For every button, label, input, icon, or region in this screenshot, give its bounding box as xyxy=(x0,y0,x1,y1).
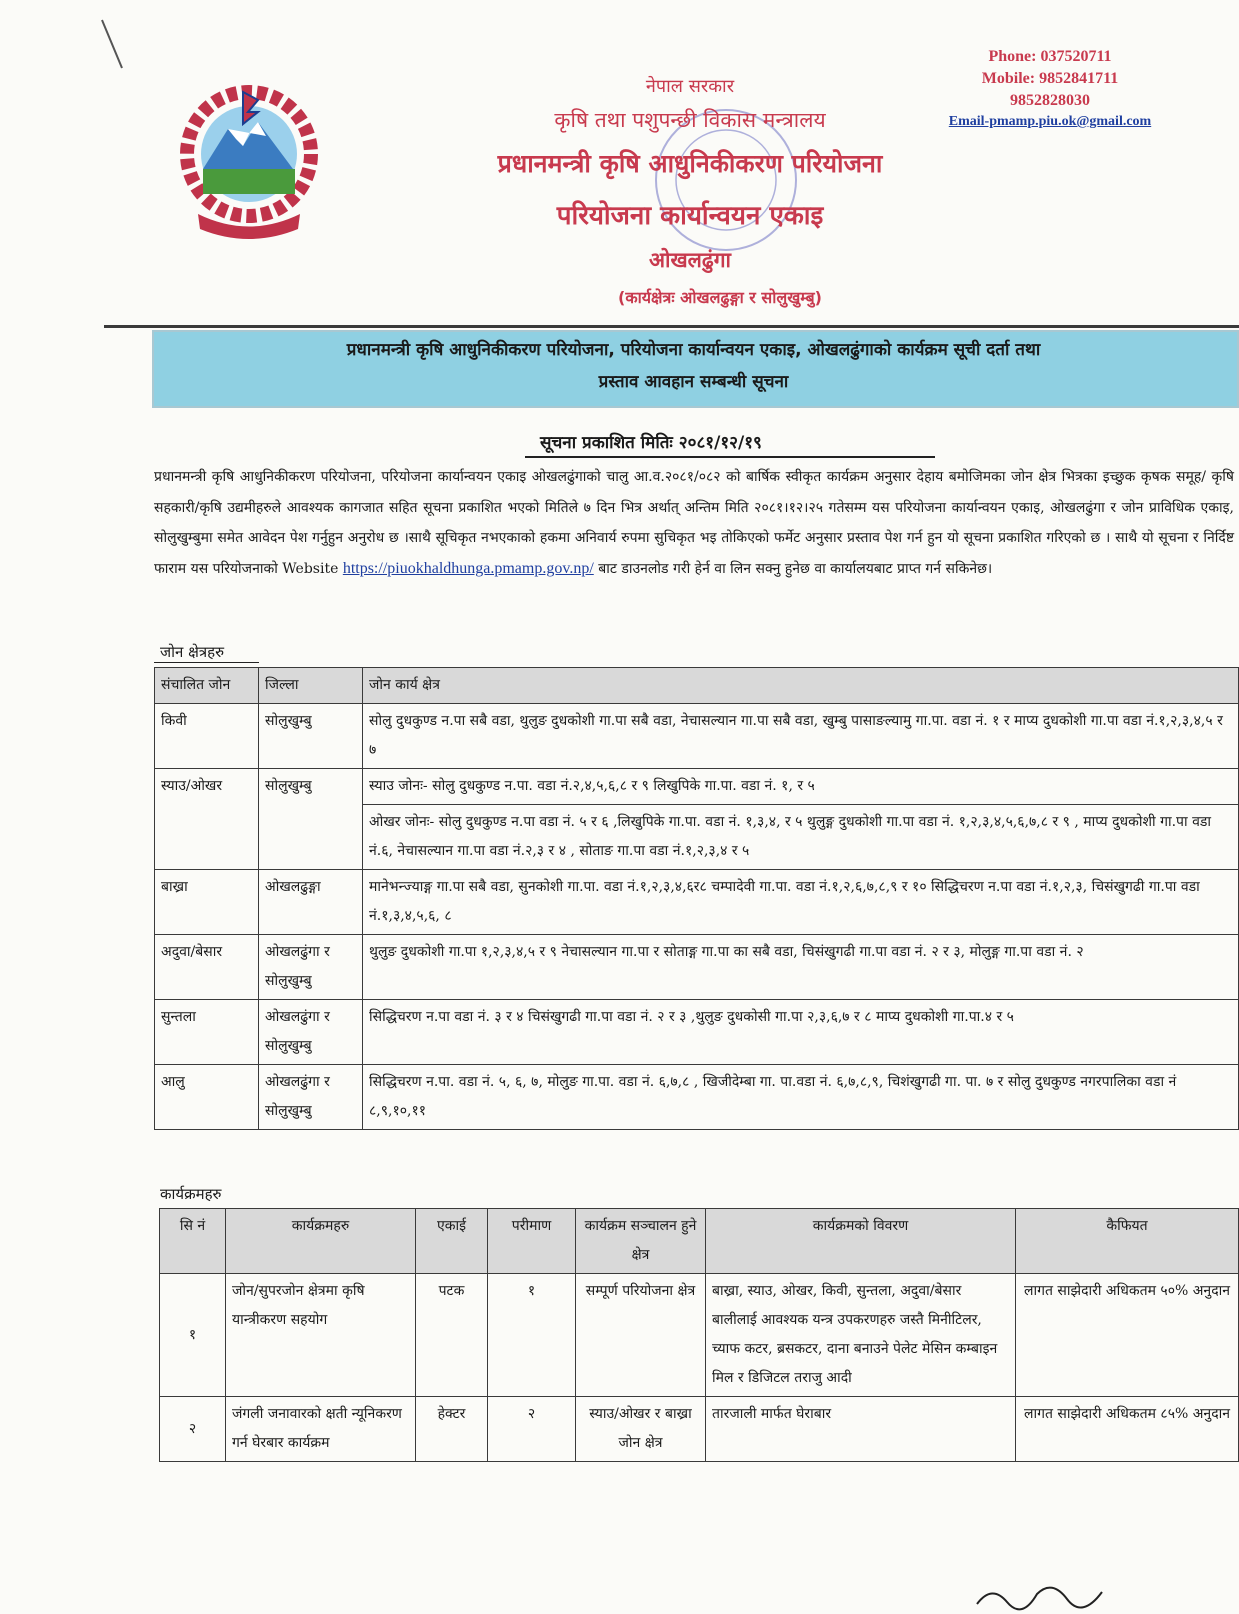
cell-district: ओखलढुंगा र सोलुखुम्बु xyxy=(259,1000,363,1065)
cell-unit: पटक xyxy=(416,1274,488,1397)
mobile: Mobile: 9852841711 xyxy=(981,70,1119,87)
col-qty: परीमाण xyxy=(488,1209,576,1274)
header-divider xyxy=(104,325,1239,328)
table-row xyxy=(160,1397,1239,1462)
table-row xyxy=(155,769,1239,805)
ministry-name: कृषि तथा पशुपन्छी विकास मन्त्रालय xyxy=(554,108,826,132)
banner-line-1: प्रधानमन्त्री कृषि आधुनिकीकरण परियोजना, परियोजना कार्यान्वयन एकाइ, ओखलढुंगाको कार्यक्रम सूची दर्ता तथा xyxy=(346,340,1041,360)
cell-desc: बाख्रा, स्याउ, ओखर, किवी, सुन्तला, अदुवा/बेसार बालीलाई आवश्यक यन्त्र उपकरणहरु जस्तै मिनीटिलर, च्याफ कटर, ब्रसकटर, दाना बनाउने पेलेट मेसिन कम्बाइन मिल र डिजिटल तराजु आदी xyxy=(706,1274,1016,1397)
programs-title: कार्यक्रमहरु xyxy=(160,1185,222,1203)
table-row xyxy=(160,1274,1239,1397)
col-program: कार्यक्रमहरु xyxy=(226,1209,416,1274)
cell-area: ओखर जोनः- सोलु दुधकुण्ड न.पा वडा नं. ५ र ६ ,लिखुपिके गा.पा. वडा नं. १,३,४, र ५ थुलुङ्ग दुधकोशी गा.पा वडा नं. १,२,३,४,५,६,७,८ र ९ , माप्य दुधकोशी गा.पा वडा नं.६, नेचासल्यान गा.पा वडा नं.२,३ र ४ , सोताङ गा.पा वडा नं.१,२,३,४ र ५ xyxy=(363,805,1239,870)
col-area: कार्यक्रम सञ्चालन हुने क्षेत्र xyxy=(576,1209,706,1274)
publish-date: सूचना प्रकाशित मितिः २०८१/१२/१९ xyxy=(540,433,762,453)
table-header-row xyxy=(155,668,1239,704)
zones-title-underline xyxy=(154,662,259,663)
cell-district: ओखलढुंगा र सोलुखुम्बु xyxy=(259,1065,363,1130)
cell-area: सिद्धिचरण न.पा वडा नं. ३ र ४ चिसंखुगढी गा.पा वडा नं. २ र ३ ,थुलुङ दुधकोसी गा.पा २,३,६,७ र ८ माप्य दुधकोशी गा.पा.४ र ५ xyxy=(363,1000,1239,1065)
cell-area: थुलुङ दुधकोशी गा.पा १,२,३,४,५ र ९ नेचासल्यान गा.पा र सोताङ्ग गा.पा का सबै वडा, चिसंखुगढी गा.पा वडा नं. २ र ३, मोलुङ्ग गा.पा वडा नं. २ xyxy=(363,935,1239,1000)
cell-sn: २ xyxy=(160,1397,226,1462)
publish-date-underline xyxy=(525,456,935,458)
cell-remark: लागत साझेदारी अधिकतम ८५% अनुदान xyxy=(1016,1397,1239,1462)
programs-table xyxy=(159,1208,1239,1462)
unit-name: परियोजना कार्यान्वयन एकाइ xyxy=(556,201,824,231)
project-name: प्रधानमन्त्री कृषि आधुनिकीकरण परियोजना xyxy=(497,149,883,178)
cell-zone: स्याउ/ओखर xyxy=(155,769,259,870)
col-zone: संचालित जोन xyxy=(155,668,259,704)
mobile-2: 9852828030 xyxy=(1010,92,1090,109)
district-name: ओखलढुंगा xyxy=(649,248,731,272)
col-unit: एकाई xyxy=(416,1209,488,1274)
website-link[interactable]: https://piuokhaldhunga.pmamp.gov.np/ xyxy=(342,559,594,577)
cell-zone: अदुवा/बेसार xyxy=(155,935,259,1000)
cell-district: सोलुखुम्बु xyxy=(259,769,363,870)
work-area: (कार्यक्षेत्रः ओखलढुङ्गा र सोलुखुम्बु) xyxy=(618,288,822,307)
cell-area: सोलु दुधकुण्ड न.पा सबै वडा, थुलुङ दुधकोशी गा.पा सबै वडा, नेचासल्यान गा.पा सबै वडा, खुम्बु पासाङल्यामु गा.पा. वडा नं. १ र माप्य दुधकोशी गा.पा वडा नं.१,२,३,४,५ र ७ xyxy=(363,704,1239,769)
cell-program: जोन/सुपरजोन क्षेत्रमा कृषि यान्त्रीकरण सहयोग xyxy=(226,1274,416,1397)
table-header-row xyxy=(160,1209,1239,1274)
cell-zone: सुन्तला xyxy=(155,1000,259,1065)
email-link[interactable]: Email-pmamp.piu.ok@gmail.com xyxy=(948,114,1152,129)
nepal-emblem-icon xyxy=(158,84,340,244)
cell-district: ओखलढुङ्गा xyxy=(259,870,363,935)
cell-area: सिद्धिचरण न.पा. वडा नं. ५, ६, ७, मोलुङ गा.पा. वडा नं. ६,७,८ , खिजीदेम्बा गा. पा.वडा नं. ६,७,८,९, चिशंखुगढी गा. पा. ७ र सोलु दुधकुण्ड नगरपालिका वडा नं ८,९,१०,११ xyxy=(363,1065,1239,1130)
cell-unit: हेक्टर xyxy=(416,1397,488,1462)
cell-area: स्याउ/ओखर र बाख्रा जोन क्षेत्र xyxy=(576,1397,706,1462)
table-row xyxy=(155,1065,1239,1130)
zones-title: जोन क्षेत्रहरु xyxy=(160,643,225,661)
cell-qty: १ xyxy=(488,1274,576,1397)
table-row xyxy=(155,1000,1239,1065)
cell-zone: आलु xyxy=(155,1065,259,1130)
col-sn: सि नं xyxy=(160,1209,226,1274)
col-remark: कैफियत xyxy=(1016,1209,1239,1274)
col-area: जोन कार्य क्षेत्र xyxy=(363,668,1239,704)
notice-banner-text xyxy=(160,334,1227,398)
zones-table xyxy=(154,667,1239,1130)
para-before: प्रधानमन्त्री कृषि आधुनिकीकरण परियोजना, परियोजना कार्यान्वयन एकाइ ओखलढुंगाको चालु आ.व.२०८१/०८२ को बार्षिक स्वीकृत कार्यक्रम अनुसार देहाय बमोजिमका जोन क्षेत्र भित्रका इच्छुक कृषक समूह/ कृषि सहकारी/कृषि उद्यमीहरुले आवश्यक कागजात सहित सूचना प्रकाशित भएको मितिले ७ दिन भित्र अर्थात् अन्तिम मिति २०८१।१२।२५ गतेसम्म यस परियोजना कार्यान्वयन एकाइ, ओखलढुंगा र जोन प्राविधिक एकाइ, सोलुखुम्बुमा समेत आवेदन पेश गर्नुहुन अनुरोध छ ।साथै सूचिकृत नभएकाको हकमा अनिवार्य रुपमा सुचिकृत भइ तोकिएको फर्मेट अनुसार प्रस्ताव पेश गर्न हुन यो सूचना प्रकाशित गरिएको छ । साथै यो सूचना र निर्दिष्ट फाराम यस परियोजनाको Website xyxy=(154,469,1234,577)
gov-name: नेपाल सरकार xyxy=(645,76,735,97)
cell-area: सम्पूर्ण परियोजना क्षेत्र xyxy=(576,1274,706,1397)
cell-program: जंगली जनावारको क्षती न्यूनिकरण गर्न घेरबार कार्यक्रम xyxy=(226,1397,416,1462)
cell-zone: किवी xyxy=(155,704,259,769)
banner-line-2: प्रस्ताव आवहान सम्बन्धी सूचना xyxy=(598,372,789,392)
col-desc: कार्यक्रमको विवरण xyxy=(706,1209,1016,1274)
notice-paragraph xyxy=(154,462,1234,584)
cell-zone: बाख्रा xyxy=(155,870,259,935)
cell-desc: तारजाली मार्फत घेराबार xyxy=(706,1397,1016,1462)
signature xyxy=(972,1574,1112,1614)
table-row xyxy=(155,704,1239,769)
scan-mark xyxy=(100,18,130,78)
phone: Phone: 037520711 xyxy=(988,48,1112,65)
cell-sn: १ xyxy=(160,1274,226,1397)
cell-area: मानेभन्ज्याङ्ग गा.पा सबै वडा, सुनकोशी गा.पा. वडा नं.१,२,३,४,६र८ चम्पादेवी गा.पा. वडा नं.१,२,६,७,८,९ र १० सिद्धिचरण न.पा वडा नं.१,२,३, चिसंखुगढी गा.पा वडा नं.१,३,४,५,६, ८ xyxy=(363,870,1239,935)
table-row xyxy=(155,870,1239,935)
para-after: बाट डाउनलोड गरी हेर्न वा लिन सक्नु हुनेछ वा कार्यालयबाट प्राप्त गर्न सकिनेछ। xyxy=(598,560,993,577)
cell-qty: २ xyxy=(488,1397,576,1462)
col-district: जिल्ला xyxy=(259,668,363,704)
table-row xyxy=(155,935,1239,1000)
cell-district: सोलुखुम्बु xyxy=(259,704,363,769)
cell-district: ओखलढुंगा र सोलुखुम्बु xyxy=(259,935,363,1000)
cell-remark: लागत साझेदारी अधिकतम ५०% अनुदान xyxy=(1016,1274,1239,1397)
cell-area: स्याउ जोनः- सोलु दुधकुण्ड न.पा. वडा नं.२,४,५,६,८ र ९ लिखुपिके गा.पा. वडा नं. १, र ५ xyxy=(363,769,1239,805)
